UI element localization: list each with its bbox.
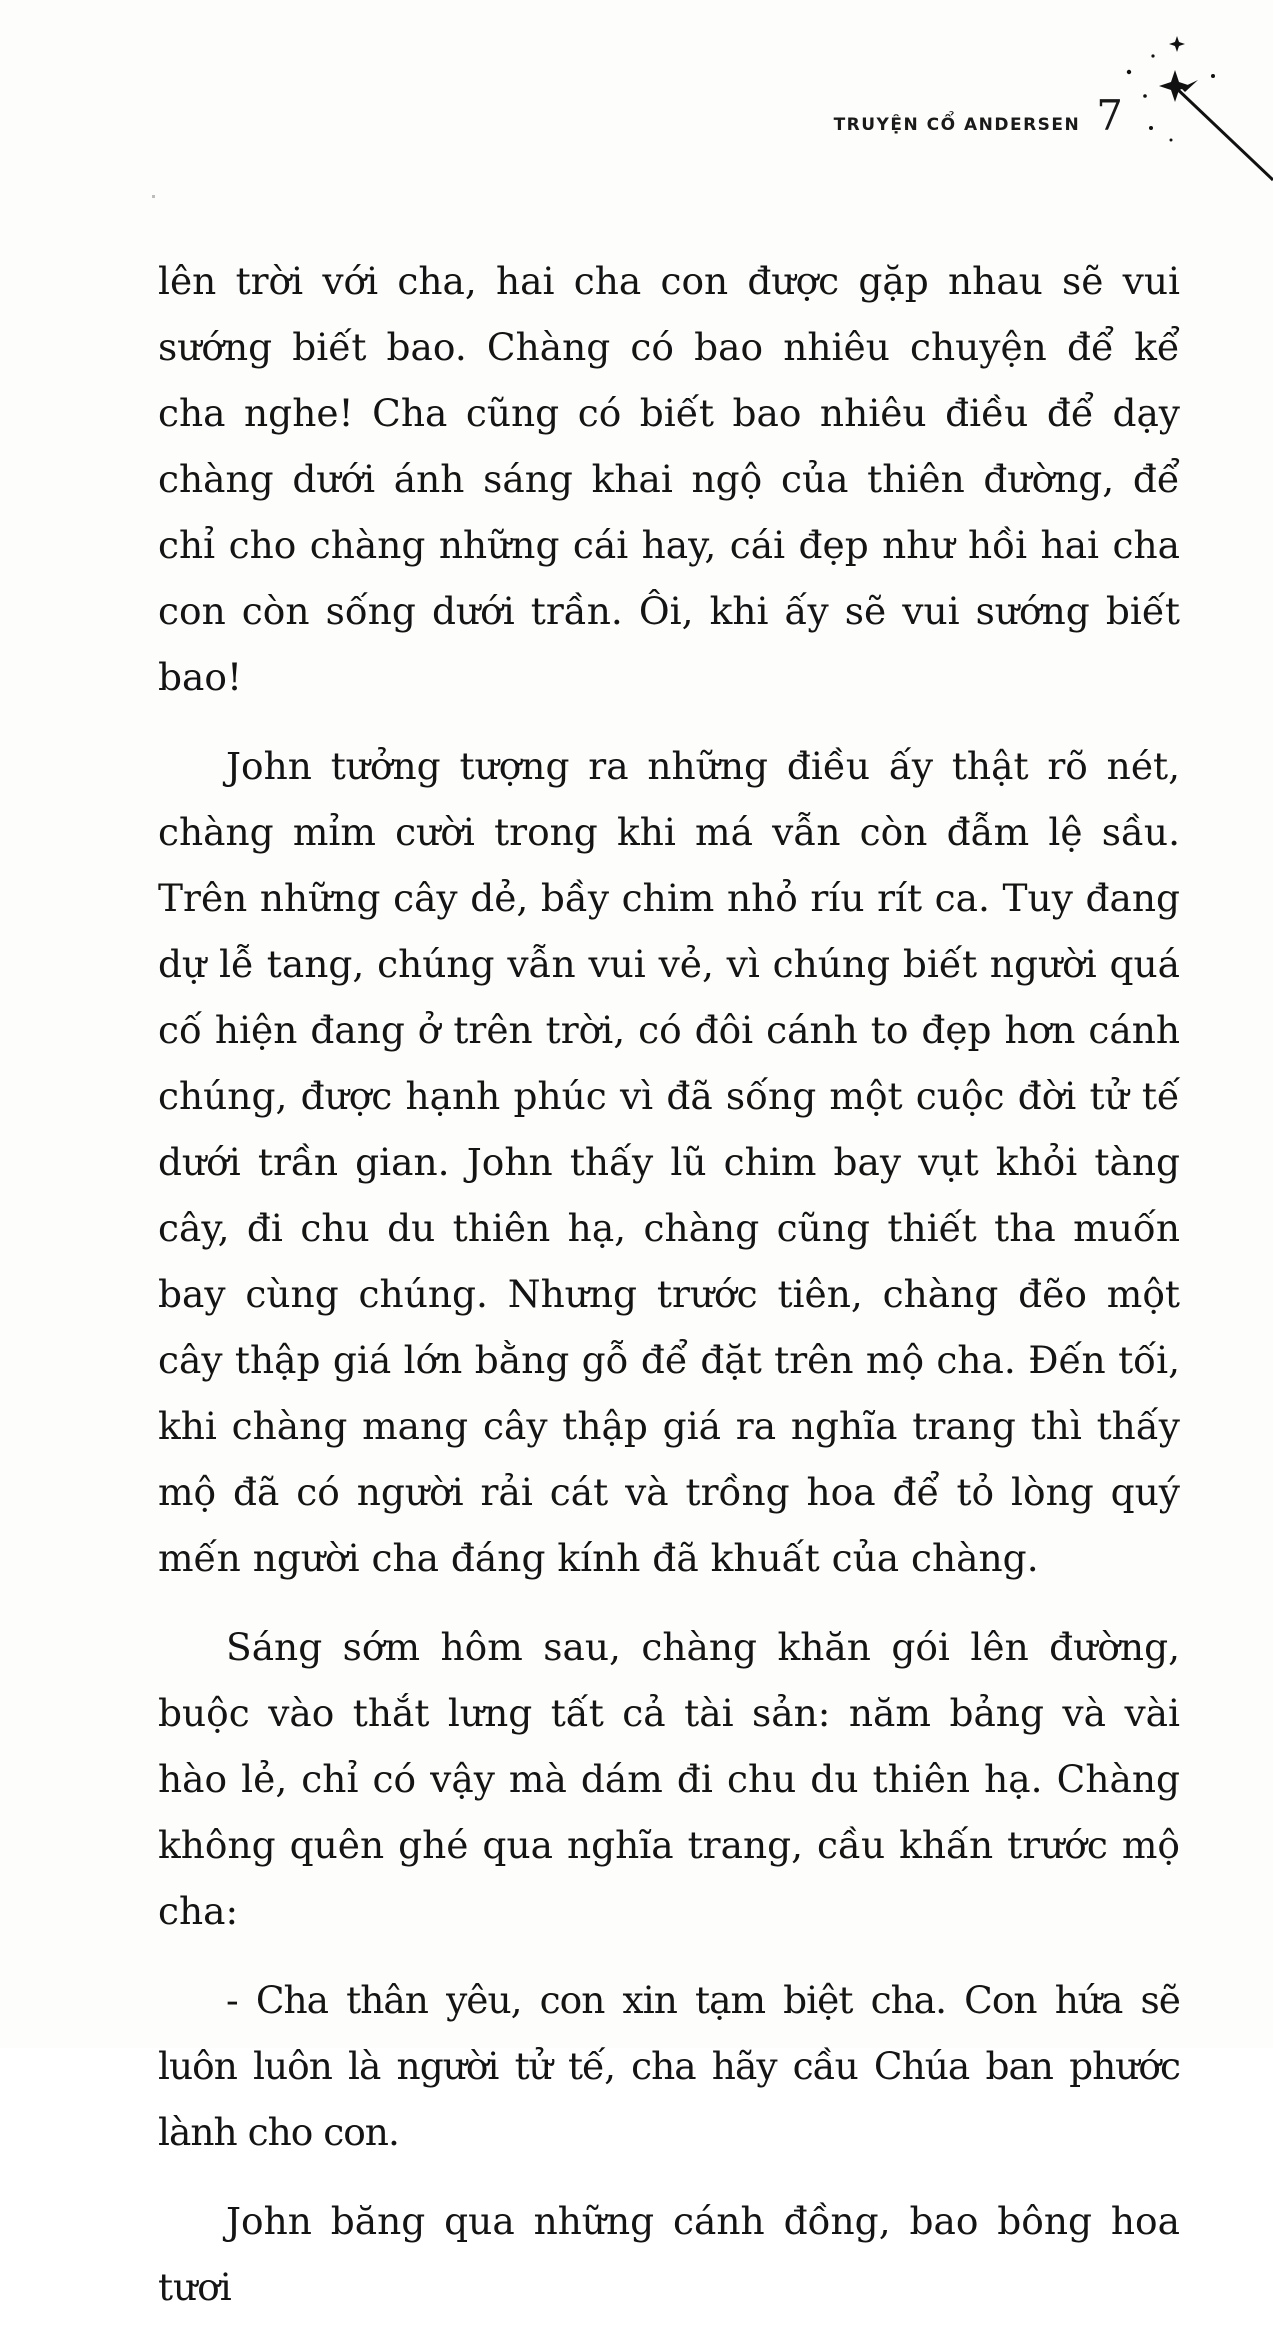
paragraph-john-imagines: John tưởng tượng ra những điều ấy thật rõ nét, chàng mỉm cười trong khi má vẫn còn đẫm lệ sầu. Trên những cây dẻ, bầy chim nhỏ ríu rít ca. Tuy đang dự lễ tang, chúng vẫn vui vẻ, vì chúng biết người quá cố hiện đang ở trên trời, có đôi cánh to đẹp hơn cánh chúng, được hạnh phúc vì đã sống một cuộc đời tử tế dưới trần gian. John thấy lũ chim bay vụt khỏi tàng cây, đi chu du thiên hạ, chàng cũng thiết tha muốn bay cùng chúng. Nhưng trước tiên, chàng đẽo một cây thập giá lớn bằng gỗ để đặt trên mộ cha. Đến tối, khi chàng mang cây thập giá ra nghĩa trang thì thấy mộ đã có người rải cát và trồng hoa để tỏ lòng quý mến người cha đáng kính đã khuất của chàng. [158,744,1180,1580]
running-title: TRUYỆN CỔ ANDERSEN [833,115,1081,135]
paragraph-dialogue-farewell: - Cha thân yêu, con xin tạm biệt cha. Con hứa sẽ luôn luôn là người tử tế, cha hãy cầu Chúa ban phước lành cho con. [158,1978,1180,2154]
sparkle-star-icon [1113,30,1273,200]
page-number: 7 [1096,91,1123,140]
body-text [158,248,1180,2343]
paragraph-john-crosses-fields: John băng qua những cánh đồng, bao bông hoa tươi [158,2199,1180,2309]
paragraph-continuation: lên trời với cha, hai cha con được gặp nhau sẽ vui sướng biết bao. Chàng có bao nhiêu chuyện để kể cha nghe! Cha cũng có biết bao nhiêu điều để dạy chàng dưới ánh sáng khai ngộ của thiên đường, để chỉ cho chàng những cái hay, cái đẹp như hồi hai cha con còn sống dưới trần. Ôi, khi ấy sẽ vui sướng biết bao! [158,259,1180,699]
scan-speck [152,195,155,198]
page-header [833,91,1123,140]
paragraph-next-morning: Sáng sớm hôm sau, chàng khăn gói lên đường, buộc vào thắt lưng tất cả tài sản: năm bảng và vài hào lẻ, chỉ có vậy mà dám đi chu du thiên hạ. Chàng không quên ghé qua nghĩa trang, cầu khấn trước mộ cha: [158,1625,1180,1933]
